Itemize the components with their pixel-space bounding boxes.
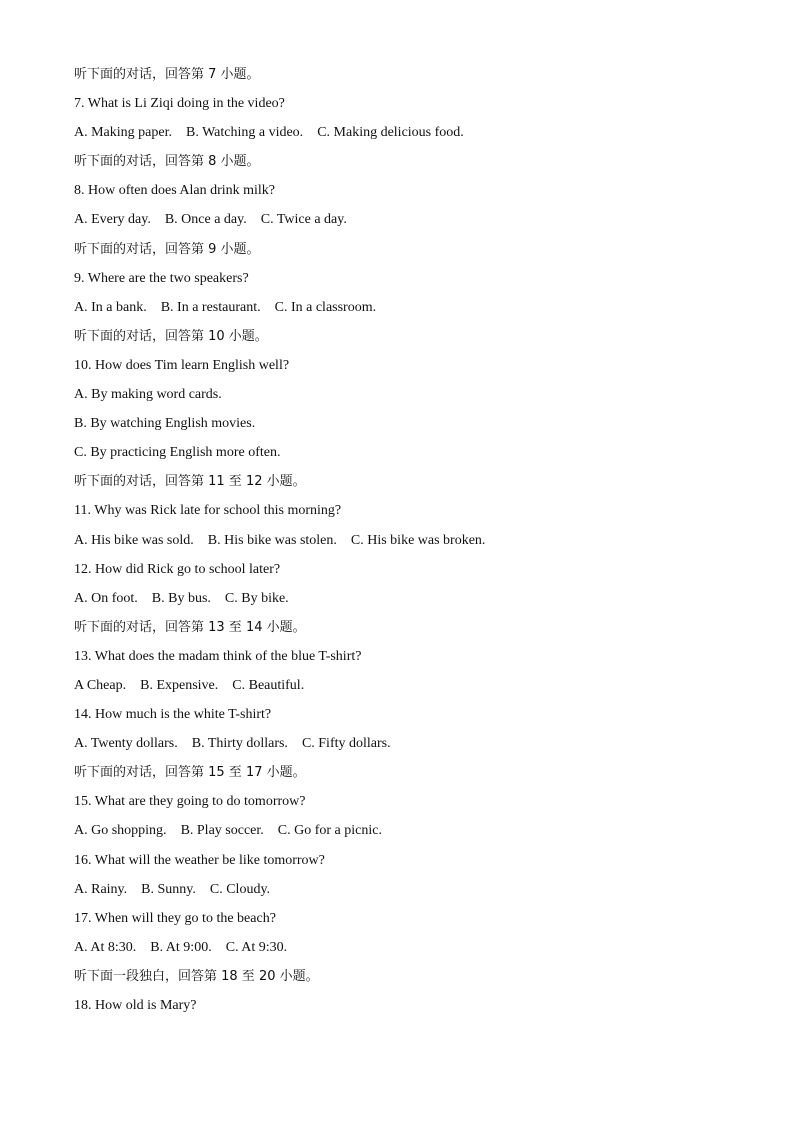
answer-options <box>74 293 754 322</box>
answer-options <box>74 584 754 613</box>
answer-option: C. By practicing English more often. <box>74 445 281 461</box>
question-text: 13. What does the madam think of the blue T-shirt? <box>74 648 362 664</box>
question-text: 7. What is Li Ziqi doing in the video? <box>74 96 285 112</box>
question-text: 11. Why was Rick late for school this morning? <box>74 503 342 519</box>
answer-option: B. Sunny. <box>141 881 196 897</box>
section-instruction: 听下面的对话，回答第 13 至 14 小题。 <box>74 619 306 635</box>
section-instruction: 听下面的对话，回答第 15 至 17 小题。 <box>74 765 306 781</box>
answer-option: A. His bike was sold. <box>74 532 194 548</box>
section-instruction: 听下面的对话，回答第 10 小题。 <box>74 328 268 344</box>
answer-option: B. At 9:00. <box>150 939 212 955</box>
answer-options <box>74 875 754 904</box>
answer-option: A. Go shopping. <box>74 823 167 839</box>
answer-option: A. Twenty dollars. <box>74 736 178 752</box>
answer-options <box>74 409 754 438</box>
answer-option: C. Making delicious food. <box>317 125 464 141</box>
answer-option: B. Watching a video. <box>185 125 304 141</box>
section-instruction: 听下面的对话，回答第 7 小题。 <box>74 67 260 82</box>
question-text: 16. What will the weather be like tomorrow? <box>74 852 325 868</box>
question-text: 10. How does Tim learn English well? <box>74 357 290 373</box>
answer-option: B. Play soccer. <box>180 823 264 839</box>
question-text: 8. How often does Alan drink milk? <box>74 183 276 199</box>
answer-option: B. By bus. <box>151 590 211 606</box>
answer-option: A. Every day. <box>74 212 151 228</box>
answer-options <box>74 526 754 555</box>
answer-option: B. Once a day. <box>164 212 247 228</box>
answer-option: A. Making paper. <box>74 125 172 141</box>
section-instruction: 听下面的对话，回答第 9 小题。 <box>74 241 260 257</box>
answer-option: C. Fifty dollars. <box>301 736 391 752</box>
question-text: 14. How much is the white T-shirt? <box>74 707 272 723</box>
answer-option: C. By bike. <box>224 590 289 606</box>
question-list <box>74 60 754 1020</box>
question-text: 12. How did Rick go to school later? <box>74 561 281 577</box>
question-text: 17. When will they go to the beach? <box>74 910 276 926</box>
answer-options <box>74 933 754 962</box>
answer-options <box>74 438 754 467</box>
section-instruction: 听下面的对话，回答第 8 小题。 <box>74 154 260 170</box>
answer-option: B. Thirty dollars. <box>191 736 288 752</box>
answer-option: C. At 9:30. <box>225 939 288 955</box>
answer-options <box>74 118 754 147</box>
answer-option: A. By making word cards. <box>74 387 222 403</box>
answer-option: B. Expensive. <box>140 677 219 693</box>
answer-options <box>74 729 754 758</box>
answer-option: A. Rainy. <box>74 881 128 897</box>
answer-option: B. In a restaurant. <box>160 299 261 315</box>
section-instruction: 听下面一段独白，回答第 18 至 20 小题。 <box>74 968 319 984</box>
question-text: 15. What are they going to do tomorrow? <box>74 794 306 810</box>
answer-option: C. Beautiful. <box>232 677 305 693</box>
answer-option: A. On foot. <box>74 590 138 606</box>
answer-option: A. At 8:30. <box>74 939 137 955</box>
answer-option: C. In a classroom. <box>274 299 377 315</box>
answer-option: A. In a bank. <box>74 299 147 315</box>
answer-options <box>74 205 754 234</box>
answer-option: C. Go for a picnic. <box>277 823 382 839</box>
question-text: 9. Where are the two speakers? <box>74 270 249 286</box>
answer-options <box>74 816 754 845</box>
answer-option: C. Twice a day. <box>260 212 347 228</box>
answer-option: B. By watching English movies. <box>74 416 256 432</box>
question-text: 18. How old is Mary? <box>74 998 197 1013</box>
answer-option: C. Cloudy. <box>209 881 271 897</box>
answer-option: B. His bike was stolen. <box>207 532 337 548</box>
answer-options <box>74 380 754 409</box>
section-instruction: 听下面的对话，回答第 11 至 12 小题。 <box>74 474 306 490</box>
answer-options <box>74 671 754 700</box>
answer-option: A Cheap. <box>74 677 127 693</box>
answer-option: C. His bike was broken. <box>350 532 486 548</box>
